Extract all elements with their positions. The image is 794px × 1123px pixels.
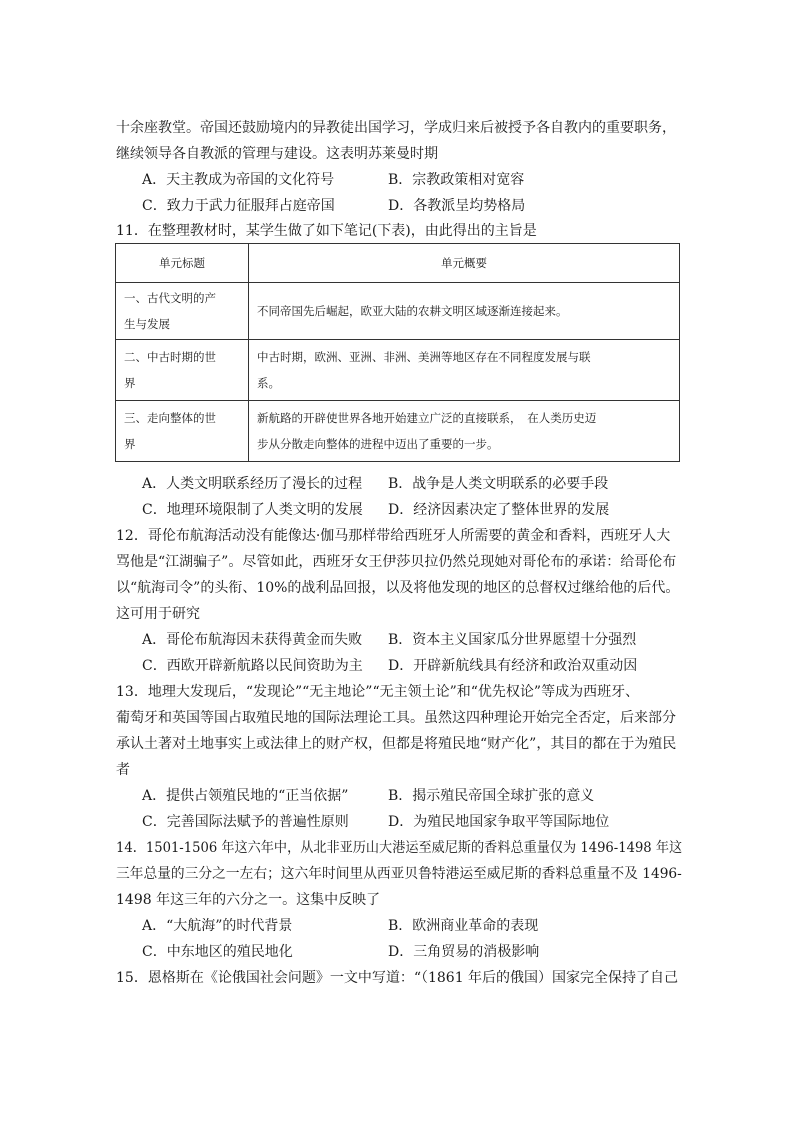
q14-option-d: D．三角贸易的消极影响 bbox=[388, 944, 540, 960]
unit-summary-line: 系。 bbox=[257, 376, 280, 390]
q10-option-b: B．宗教政策相对宽容 bbox=[388, 172, 525, 188]
unit-summary-cell bbox=[249, 283, 680, 340]
table-row bbox=[116, 283, 680, 340]
unit-summary-line: 步从分散走向整体的进程中迈出了重要的一步。 bbox=[257, 437, 499, 451]
intro-line-2: 继续领导各自教派的管理与建设。这表明苏莱曼时期 bbox=[116, 146, 438, 162]
unit-title-line: 界 bbox=[124, 437, 136, 451]
q14-line-2: 三年总量的三分之一左右；这六年时间里从西亚贝鲁特港运至威尼斯的香料总重量不及 1496- bbox=[116, 866, 682, 882]
unit-title-cell bbox=[116, 340, 249, 401]
intro-line-1: 十余座教堂。帝国还鼓励境内的异教徒出国学习，学成归来后被授予各自教内的重要职务， bbox=[116, 120, 676, 136]
q13-line-3: 承认土著对土地事实上或法律上的财产权，但都是将殖民地“财产化”，其目的都在于为殖民 bbox=[116, 736, 677, 752]
q12-option-a: A．哥伦布航海因未获得黄金而失败 bbox=[142, 632, 363, 648]
q13-line-2: 葡萄牙和英国等国占取殖民地的国际法理论工具。虽然这四种理论开始完全否定，后来部分 bbox=[116, 710, 676, 726]
q11-option-b: B．战争是人类文明联系的必要手段 bbox=[388, 476, 609, 492]
q12-line-4: 这可用于研究 bbox=[116, 606, 200, 622]
q12-line-2: 骂他是“江湖骗子”。尽管如此，西班牙女王伊莎贝拉仍然兑现她对哥伦布的承诺：给哥伦布 bbox=[116, 554, 677, 570]
unit-title-line: 二、中古时期的世 bbox=[124, 350, 216, 364]
q13-line-4: 者 bbox=[116, 762, 130, 778]
q12-option-c: C．西欧开辟新航路以民间资助为主 bbox=[142, 658, 363, 674]
q12-line-3: 以“航海司令”的头衔、10%的战利品回报，以及将他发现的地区的总督权过继给他的后代。 bbox=[116, 580, 680, 596]
table-row bbox=[116, 340, 680, 401]
unit-summary-cell bbox=[249, 401, 680, 462]
q13-option-c: C．完善国际法赋予的普遍性原则 bbox=[142, 814, 349, 830]
q12-option-b: B．资本主义国家瓜分世界愿望十分强烈 bbox=[388, 632, 637, 648]
unit-title-line: 一、古代文明的产 bbox=[124, 291, 216, 305]
q12-option-d: D．开辟新航线具有经济和政治双重动因 bbox=[388, 658, 638, 674]
q10-option-a: A．天主教成为帝国的文化符号 bbox=[142, 172, 335, 188]
table-row bbox=[116, 401, 680, 462]
unit-title-cell bbox=[116, 283, 249, 340]
q14-option-c: C．中东地区的殖民地化 bbox=[142, 944, 293, 960]
q15-line-1: 15．恩格斯在《论俄国社会问题》一文中写道：“（1861 年后的俄国）国家完全保持了自己 bbox=[116, 970, 679, 986]
unit-title-line: 界 bbox=[124, 376, 136, 390]
q13-option-d: D．为殖民地国家争取平等国际地位 bbox=[388, 814, 610, 830]
unit-title-cell bbox=[116, 401, 249, 462]
table-header-row bbox=[116, 244, 680, 283]
q11-option-a: A．人类文明联系经历了漫长的过程 bbox=[142, 476, 363, 492]
q11-option-d: D．经济因素决定了整体世界的发展 bbox=[388, 502, 610, 518]
header-unit-summary: 单元概要 bbox=[249, 244, 680, 283]
q14-line-3: 1498 年这三年的六分之一。这集中反映了 bbox=[116, 892, 381, 908]
q10-option-c: C．致力于武力征服拜占庭帝国 bbox=[142, 198, 335, 214]
unit-summary-cell bbox=[249, 340, 680, 401]
q10-option-d: D．各教派呈均势格局 bbox=[388, 198, 526, 214]
q14-option-a: A．“大航海”的时代背景 bbox=[142, 918, 293, 934]
unit-title-line: 三、走向整体的世 bbox=[124, 411, 216, 425]
q11-option-c: C．地理环境限制了人类文明的发展 bbox=[142, 502, 363, 518]
unit-summary-line: 中古时期，欧洲、亚洲、非洲、美洲等地区存在不同程度发展与联 bbox=[257, 350, 591, 364]
unit-summary-line: 新航路的开辟使世界各地开始建立广泛的直接联系， 在人类历史迈 bbox=[257, 411, 597, 425]
unit-title-line: 生与发展 bbox=[124, 317, 170, 331]
q11-stem: 11．在整理教材时，某学生做了如下笔记(下表)，由此得出的主旨是 bbox=[116, 223, 537, 239]
q13-option-a: A．提供占领殖民地的“正当依据” bbox=[142, 788, 349, 804]
q12-line-1: 12．哥伦布航海活动没有能像达·伽马那样带给西班牙人所需要的黄金和香料，西班牙人大 bbox=[116, 528, 671, 544]
q14-line-1: 14．1501-1506 年这六年中，从北非亚历山大港运至威尼斯的香料总重量仅为 1496-1498 年这 bbox=[116, 840, 683, 856]
unit-summary-table bbox=[115, 243, 680, 462]
unit-summary-line: 不同帝国先后崛起，欧亚大陆的农耕文明区域逐渐连接起来。 bbox=[257, 304, 568, 318]
q13-option-b: B．揭示殖民帝国全球扩张的意义 bbox=[388, 788, 595, 804]
q14-option-b: B．欧洲商业革命的表现 bbox=[388, 918, 539, 934]
header-unit-title: 单元标题 bbox=[116, 244, 249, 283]
q13-line-1: 13．地理大发现后，“发现论”“无主地论”“无主领土论”和“优先权论”等成为西班牙、 bbox=[116, 684, 640, 700]
